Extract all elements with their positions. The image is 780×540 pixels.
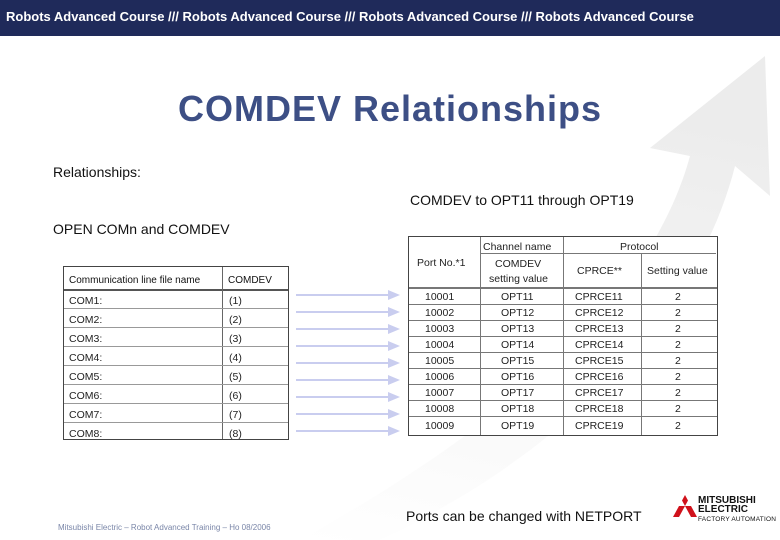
- logo-text-line2: ELECTRIC: [698, 504, 748, 515]
- file-name-cell: COM8:: [69, 428, 103, 440]
- column-header-port: Port No.*1: [417, 257, 466, 269]
- cprce-cell: CPRCE17: [575, 387, 624, 399]
- comdev-cell: (6): [229, 390, 242, 402]
- file-name-cell: COM6:: [69, 390, 103, 402]
- port-cell: 10008: [425, 403, 455, 415]
- port-cell: 10009: [425, 420, 455, 432]
- arrow-icon: [296, 307, 400, 317]
- table-row: [64, 403, 288, 423]
- open-comn-text: OPEN COMn and COMDEV: [53, 221, 230, 237]
- footer-course-info: Mitsubishi Electric – Robot Advanced Training – Ho 08/2006: [58, 523, 271, 532]
- channel-cell: OPT13: [501, 323, 535, 335]
- port-cell: 10001: [425, 291, 455, 303]
- arrow-icon: [296, 290, 400, 300]
- logo-text-line3: FACTORY AUTOMATION: [698, 516, 777, 523]
- three-diamonds-icon: [673, 495, 697, 519]
- comdev-cell: (5): [229, 371, 242, 383]
- table-row: [64, 289, 288, 309]
- file-name-cell: COM5:: [69, 371, 103, 383]
- row-divider: [409, 320, 717, 321]
- comdev-cell: (4): [229, 352, 242, 364]
- column-header-comdev: COMDEV: [495, 258, 542, 270]
- table-row: [64, 327, 288, 347]
- channel-cell: OPT11: [501, 291, 534, 303]
- relationships-label: Relationships:: [53, 164, 141, 180]
- arrow-icon: [296, 409, 400, 419]
- channel-cell: OPT19: [501, 420, 535, 432]
- connector-arrows: [296, 290, 404, 438]
- column-header-setting-value: setting value: [489, 273, 548, 285]
- header-subdivider: [480, 253, 716, 254]
- port-cell: 10002: [425, 307, 455, 319]
- setting-value-cell: 2: [675, 307, 681, 319]
- setting-value-cell: 2: [675, 291, 681, 303]
- table-row: [64, 422, 288, 441]
- logo-text-line1: MITSUBISHI: [698, 495, 756, 506]
- cprce-cell: CPRCE12: [575, 307, 624, 319]
- table-row: [64, 384, 288, 404]
- port-cell: 10006: [425, 371, 455, 383]
- cprce-cell: CPRCE19: [575, 420, 624, 432]
- table-header: [64, 267, 288, 291]
- arrow-icon: [296, 324, 400, 334]
- file-name-cell: COM3:: [69, 333, 103, 345]
- column-header-file-name: Communication line file name: [69, 275, 201, 286]
- column-header-protocol: Protocol: [620, 241, 659, 253]
- communication-line-table: [63, 266, 289, 440]
- channel-cell: OPT16: [501, 371, 535, 383]
- column-header-channel-name: Channel name: [483, 241, 552, 253]
- row-divider: [409, 352, 717, 353]
- setting-value-cell: 2: [675, 323, 681, 335]
- mitsubishi-logo: [672, 492, 778, 536]
- cprce-cell: CPRCE13: [575, 323, 624, 335]
- port-cell: 10007: [425, 387, 455, 399]
- port-cell: 10003: [425, 323, 455, 335]
- arrow-icon: [296, 358, 400, 368]
- column-header-setting-value-protocol: Setting value: [647, 265, 708, 277]
- cprce-cell: CPRCE15: [575, 355, 624, 367]
- comdev-cell: (1): [229, 295, 242, 307]
- setting-value-cell: 2: [675, 339, 681, 351]
- port-cell: 10005: [425, 355, 455, 367]
- channel-cell: OPT14: [501, 339, 535, 351]
- column-header-cprce: CPRCE**: [577, 265, 622, 277]
- arrow-icon: [296, 375, 400, 385]
- column-divider: [641, 254, 642, 435]
- comdev-cell: (7): [229, 409, 242, 421]
- setting-value-cell: 2: [675, 355, 681, 367]
- arrow-icon: [296, 392, 400, 402]
- channel-cell: OPT12: [501, 307, 535, 319]
- cprce-cell: CPRCE16: [575, 371, 624, 383]
- column-header-comdev: COMDEV: [228, 275, 272, 286]
- setting-value-cell: 2: [675, 403, 681, 415]
- comdev-cell: (2): [229, 314, 242, 326]
- row-divider: [409, 336, 717, 337]
- arrow-icon: [296, 426, 400, 436]
- footer-netport-note: Ports can be changed with NETPORT: [406, 508, 642, 524]
- arrow-icon: [296, 341, 400, 351]
- file-name-cell: COM1:: [69, 295, 103, 307]
- page-title: COMDEV Relationships: [177, 88, 603, 129]
- table-row: [64, 365, 288, 385]
- file-name-cell: COM7:: [69, 409, 103, 421]
- comdev-to-opt-text: COMDEV to OPT11 through OPT19: [410, 192, 634, 208]
- row-divider: [409, 400, 717, 401]
- row-divider: [409, 416, 717, 417]
- port-cell: 10004: [425, 339, 455, 351]
- comdev-cell: (8): [229, 428, 242, 440]
- channel-cell: OPT17: [501, 387, 535, 399]
- table-row: [64, 308, 288, 328]
- row-divider: [409, 368, 717, 369]
- comdev-cell: (3): [229, 333, 242, 345]
- cprce-cell: CPRCE18: [575, 403, 624, 415]
- row-divider: [409, 384, 717, 385]
- port-channel-table: [408, 236, 718, 436]
- header-banner: Robots Advanced Course /// Robots Advanced Course /// Robots Advanced Course /// Robots Advanced Course: [0, 0, 780, 36]
- row-divider: [409, 304, 717, 305]
- file-name-cell: COM2:: [69, 314, 103, 326]
- channel-cell: OPT18: [501, 403, 535, 415]
- cprce-cell: CPRCE14: [575, 339, 624, 351]
- setting-value-cell: 2: [675, 420, 681, 432]
- cprce-cell: CPRCE11: [575, 291, 623, 303]
- file-name-cell: COM4:: [69, 352, 103, 364]
- setting-value-cell: 2: [675, 387, 681, 399]
- channel-cell: OPT15: [501, 355, 535, 367]
- table-row: [64, 346, 288, 366]
- setting-value-cell: 2: [675, 371, 681, 383]
